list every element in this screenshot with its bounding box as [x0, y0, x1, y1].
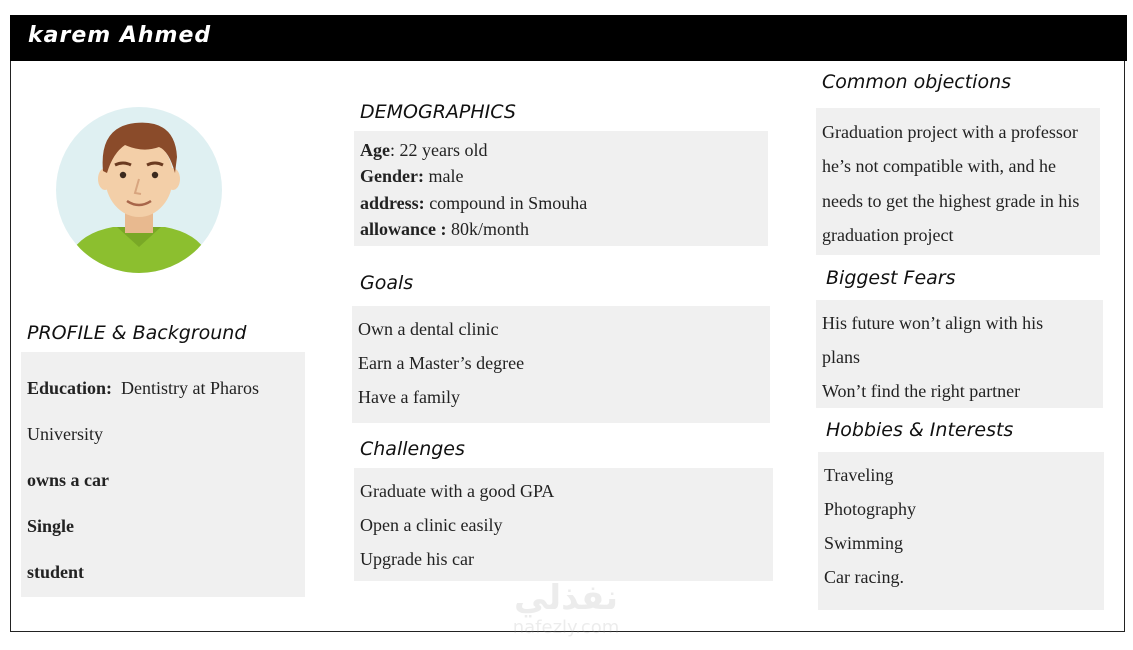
persona-name: karem Ahmed — [28, 23, 212, 48]
address-value: compound in Smouha — [429, 193, 588, 213]
goal-item: Earn a Master’s degree — [358, 353, 525, 373]
profile-title: PROFILE & Background — [27, 322, 247, 344]
watermark-latin: nafezly.com — [512, 617, 620, 638]
gender-label: Gender: — [360, 166, 424, 186]
address-label: address: — [360, 193, 425, 213]
objections-title: Common objections — [822, 71, 1012, 93]
allowance-value: 80k/month — [450, 219, 529, 239]
demographics-age — [360, 140, 487, 161]
hobbies-title: Hobbies & Interests — [826, 419, 1014, 441]
objection-line: he’s not compatible with, and he — [822, 156, 1056, 176]
fears-title: Biggest Fears — [826, 267, 956, 289]
age-label: Age — [360, 140, 390, 160]
challenges-title: Challenges — [360, 438, 465, 460]
demographics-allowance — [360, 219, 529, 240]
watermark — [496, 578, 636, 648]
avatar-right-eye — [152, 172, 158, 178]
hobby-item: Swimming — [824, 533, 904, 553]
goals-title: Goals — [360, 272, 414, 294]
persona-header — [10, 15, 1127, 61]
watermark-arabic: نفذلي — [513, 578, 619, 618]
goal-item: Have a family — [358, 387, 460, 407]
fear-line: plans — [822, 347, 860, 367]
challenge-item: Graduate with a good GPA — [360, 481, 555, 501]
fear-line: Won’t find the right partner — [822, 381, 1021, 401]
objection-line: graduation project — [822, 225, 954, 245]
education-label: Education: — [27, 378, 113, 398]
hobby-item: Traveling — [824, 465, 894, 485]
allowance-label: allowance : — [360, 219, 447, 239]
profile-education — [27, 378, 259, 399]
demographics-title: DEMOGRAPHICS — [360, 101, 516, 123]
challenge-item: Upgrade his car — [360, 549, 474, 569]
challenge-item: Open a clinic easily — [360, 515, 503, 535]
education-value: Dentistry at Pharos — [121, 378, 260, 398]
demographics-address — [360, 193, 587, 214]
profile-item: Single — [27, 516, 75, 536]
gender-value: male — [428, 166, 464, 186]
education-value-cont: University — [27, 424, 103, 444]
profile-item: owns a car — [27, 470, 109, 490]
fear-line: His future won’t align with his — [822, 313, 1044, 333]
hobby-item: Photography — [824, 499, 916, 519]
avatar — [55, 107, 223, 273]
avatar-left-eye — [120, 172, 126, 178]
objection-line: needs to get the highest grade in his — [822, 191, 1080, 211]
goal-item: Own a dental clinic — [358, 319, 499, 339]
profile-item: student — [27, 562, 85, 582]
age-value: : 22 years old — [390, 140, 488, 160]
demographics-gender — [360, 166, 463, 187]
hobby-item: Car racing. — [824, 567, 904, 587]
objection-line: Graduation project with a professor — [822, 122, 1078, 142]
